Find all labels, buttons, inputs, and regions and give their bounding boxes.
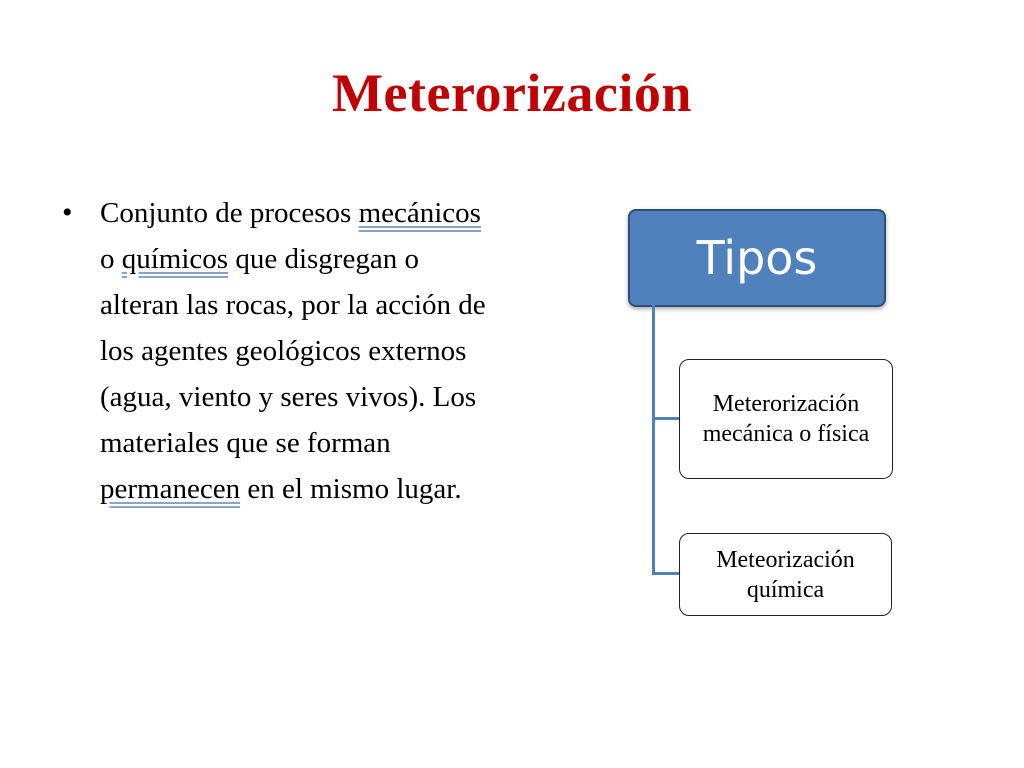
diagram-connector-branch-2: [652, 572, 680, 575]
bullet-text: [100, 190, 500, 512]
diagram-child-quimica: [679, 533, 892, 616]
underlined-word: mecánicos: [358, 197, 481, 229]
diagram-child-label: Meterorización mecánica o física: [702, 391, 870, 447]
underlined-word: químicos: [121, 243, 229, 275]
bullet-dot: •: [62, 196, 73, 229]
diagram-connector-vertical: [652, 304, 655, 575]
diagram-root-tipos: Tipos: [628, 209, 886, 307]
bullet-segment: en el mismo lugar.: [240, 473, 462, 505]
bullet-segment: o: [100, 243, 122, 275]
underlined-word: permanecen: [100, 473, 241, 505]
bullet-segment: que disgregan o alteran las rocas, por la acción de los agentes geológicos externos (agua, viento y seres vivos). Los materiales que se forman: [100, 243, 486, 459]
bullet-segment: Conjunto de procesos: [100, 197, 359, 229]
diagram-child-label: Meteorización química: [716, 546, 855, 603]
diagram-connector-branch-1: [652, 417, 680, 420]
diagram-child-mecanica: [679, 359, 893, 479]
slide-title: Meterorización: [332, 63, 692, 123]
